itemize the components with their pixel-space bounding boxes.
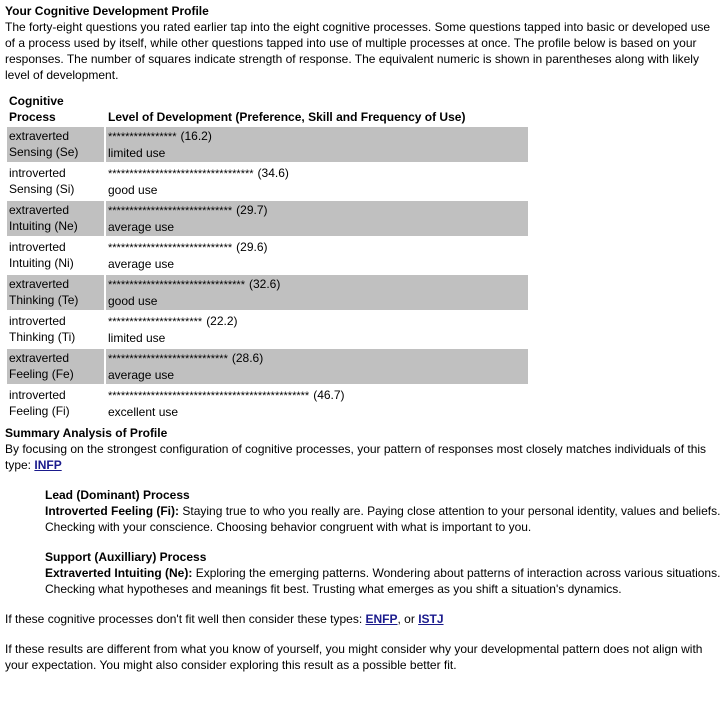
process-name-cell: [7, 164, 104, 199]
process-row: [7, 312, 528, 347]
process-function: Sensing (Si): [9, 182, 75, 196]
page-title: Your Cognitive Development Profile: [5, 4, 209, 18]
process-name-cell: [7, 275, 104, 310]
development-level: good use: [108, 294, 158, 308]
lead-process-text: Staying true to who you really are. Paying close attention to your personal identity, values and beliefs. Checking with your conscience. Choosing behavior congruent with what is important to you.: [45, 504, 721, 534]
process-level-cell: [106, 386, 528, 421]
support-process-text: Exploring the emerging patterns. Wondering about patterns of interaction across various situations. Checking what hypotheses and meanings fit best. Trusting what emerges as you shift a situation's dynamics.: [45, 566, 721, 596]
lead-process-section: [45, 487, 721, 535]
strength-score: (28.6): [231, 351, 264, 365]
process-level-cell: [106, 164, 528, 199]
process-name-cell: [7, 349, 104, 384]
development-level: average use: [108, 220, 175, 234]
process-name-cell: [7, 386, 104, 421]
lead-description: [45, 503, 721, 535]
summary-body: By focusing on the strongest configuration of cognitive processes, your pattern of responses most closely matches individuals of this type:: [5, 442, 707, 472]
strength-score: (34.6): [257, 166, 289, 180]
alternative-types: [5, 611, 721, 627]
process-function: Thinking (Te): [9, 293, 79, 307]
col-header-level: Level of Development (Preference, Skill and Frequency of Use): [108, 110, 466, 124]
process-level-cell: [106, 127, 528, 162]
process-row: [7, 275, 528, 310]
strength-stars: *****************************: [108, 242, 233, 254]
process-name-cell: [7, 238, 104, 273]
process-orientation: introverted: [9, 388, 66, 402]
process-orientation: extraverted: [9, 351, 70, 365]
process-name-cell: [7, 312, 104, 347]
type-link-enfp[interactable]: ENFP: [365, 612, 398, 626]
process-row: [7, 164, 528, 199]
strength-score: (29.6): [236, 240, 268, 254]
strength-stars: **********************: [108, 316, 203, 328]
process-orientation: introverted: [9, 166, 66, 180]
process-level-cell: [106, 312, 528, 347]
development-level: limited use: [108, 331, 166, 345]
process-function: Feeling (Fe): [9, 367, 74, 381]
strength-score: (22.2): [206, 314, 238, 328]
profile-page: [5, 3, 721, 673]
development-level: limited use: [108, 146, 166, 160]
strength-score: (32.6): [248, 277, 281, 291]
closing-text: If these results are different from what you know of yourself, you might consider why your developmental pattern does not align with your expectation. You might also consider exploring this result as a possible better fit.: [5, 642, 703, 672]
alternatives-separator: , or: [397, 612, 419, 626]
alternatives-text: If these cognitive processes don't fit well then consider these types:: [5, 612, 366, 626]
process-row: [7, 349, 528, 384]
strength-score: (29.7): [236, 203, 268, 217]
strength-score: (46.7): [313, 388, 345, 402]
strength-stars: ********************************: [108, 279, 245, 291]
process-row: [7, 201, 528, 236]
process-function: Intuiting (Ne): [9, 219, 78, 233]
process-function: Thinking (Ti): [9, 330, 76, 344]
lead-process-name: Introverted Feeling (Fi):: [45, 504, 180, 518]
process-row: [7, 127, 528, 162]
development-level: good use: [108, 183, 158, 197]
process-level-cell: [106, 275, 528, 310]
process-orientation: extraverted: [9, 203, 70, 217]
profile-table: [5, 91, 530, 423]
lead-heading: Lead (Dominant) Process: [45, 488, 190, 502]
intro-text: The forty-eight questions you rated earlier tap into the eight cognitive processes. Some questions tapped into basic or developed use of a process used by itself, while other questions tapped into use of multiple processes at once. The profile below is based on your responses. The number of squares indicate strength of response. The equivalent numeric is shown in parentheses along with likely level of development.: [5, 20, 711, 82]
profile-table-body: [7, 127, 528, 421]
process-row: [7, 238, 528, 273]
process-function: Intuiting (Ni): [9, 256, 74, 270]
development-level: average use: [108, 257, 175, 271]
process-function: Sensing (Se): [9, 145, 79, 159]
type-link-infp[interactable]: INFP: [34, 458, 62, 472]
support-process-section: [45, 549, 721, 597]
process-row: [7, 386, 528, 421]
process-name-cell: [7, 127, 104, 162]
strength-stars: *****************************: [108, 205, 233, 217]
summary-title: Summary Analysis of Profile: [5, 426, 168, 440]
strength-stars: ***********************************************: [108, 390, 310, 402]
process-orientation: extraverted: [9, 129, 70, 143]
strength-stars: ****************: [108, 131, 177, 143]
development-level: excellent use: [108, 405, 179, 419]
process-level-cell: [106, 349, 528, 384]
summary-text: [5, 441, 721, 473]
strength-stars: **********************************: [108, 168, 254, 180]
col-header-process: Cognitive Process: [9, 94, 64, 124]
process-orientation: introverted: [9, 240, 66, 254]
process-level-cell: [106, 238, 528, 273]
process-function: Feeling (Fi): [9, 404, 70, 418]
process-level-cell: [106, 201, 528, 236]
strength-score: (16.2): [180, 129, 212, 143]
process-orientation: introverted: [9, 314, 66, 328]
support-description: [45, 565, 721, 597]
support-process-name: Extraverted Intuiting (Ne):: [45, 566, 193, 580]
process-orientation: extraverted: [9, 277, 70, 291]
type-link-istj[interactable]: ISTJ: [418, 612, 444, 626]
process-name-cell: [7, 201, 104, 236]
development-level: average use: [108, 368, 175, 382]
strength-stars: ****************************: [108, 353, 228, 365]
support-heading: Support (Auxilliary) Process: [45, 550, 207, 564]
